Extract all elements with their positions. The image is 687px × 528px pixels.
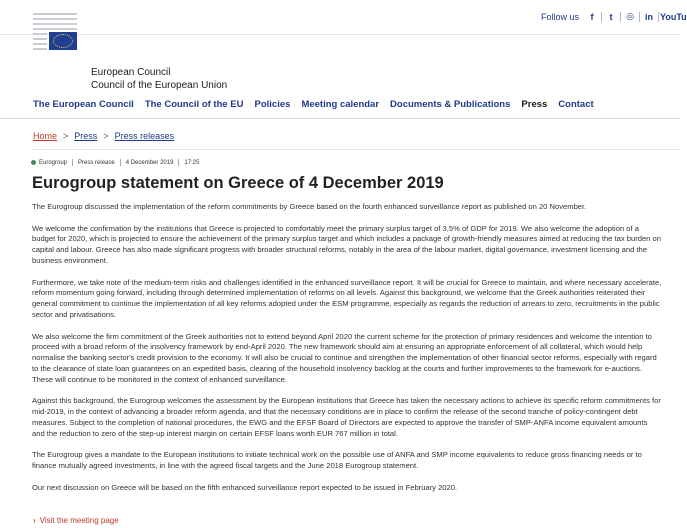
nav-item-european-council[interactable]: The European Council (33, 99, 134, 110)
meta-type: Press release (78, 159, 115, 166)
top-bar (0, 0, 687, 34)
article-paragraph: We also welcome the firm commitment of the Greek authorities not to extend beyond April 2020 the current scheme for the protection of primary residences and welcome the intention to proceed with a broad reform of the insolvency framework by end-April 2020. The new framework should aim at ensuring an appropriate enforcement of all collateral, which would help normalise the banking sector's credit provision to the economy. It will also be crucial to continue and strengthen the implementation of other financial sector reforms, especially with regard to the clearance of state loan guarantees on an expedited basis, clearing of the household insolvency backlog at the courts and further improvements to the framework for e-auctions. These will continue to be monitored in the context of enhanced surveillance. (32, 331, 657, 384)
breadcrumb-divider (33, 149, 680, 150)
breadcrumb-separator: > (63, 131, 69, 141)
council-logo[interactable] (33, 13, 79, 51)
facebook-icon[interactable]: f (590, 11, 594, 22)
main-nav (33, 99, 605, 110)
follow-us-label: Follow us (540, 11, 579, 22)
breadcrumb (33, 131, 174, 141)
breadcrumb-press-releases[interactable]: Press releases (114, 131, 175, 141)
breadcrumb-press[interactable]: Press (74, 131, 98, 141)
meta-time: 17:25 (184, 159, 200, 166)
top-divider (0, 34, 680, 35)
article-paragraph: Our next discussion on Greece will be based on the fifth enhanced surveillance report expected to be issued in February 2020. (32, 482, 458, 492)
nav-item-documents-publications[interactable]: Documents & Publications (390, 99, 511, 110)
page-title: Eurogroup statement on Greece of 4 December 2019 (32, 174, 444, 192)
nav-item-contact[interactable]: Contact (558, 99, 594, 110)
article-paragraph: Against this background, the Eurogroup welcomes the assessment by the European institutions that Greece has taken the necessary actions to achieve its specific reform commitments for mid-2019, in the context of advancing a broader reform agenda, and that the necessary conditions are in place to confirm the release of the second tranche of policy-contingent debt measures. Subject to the completion of national procedures, the EWG and the EFSF Board of Directors are expected to approve the transfer of SMP-ANFA income equivalent amounts and the reduction to zero of the step-up interest margin on certain EFSF loans worth EUR 767 million in total. (32, 396, 661, 438)
divider (620, 12, 621, 22)
nav-item-meeting-calendar[interactable]: Meeting calendar (301, 99, 380, 110)
breadcrumb-separator: > (103, 131, 109, 141)
youtube-icon[interactable]: YouTu (660, 11, 687, 22)
brand-name-council-eu[interactable]: Council of the European Union (91, 80, 228, 91)
divider (658, 12, 659, 22)
divider (601, 12, 602, 22)
article-paragraph: The Eurogroup gives a mandate to the European institutions to initiate technical work on the possible use of ANFA and SMP income equivalents to reduce gross financing needs or to finance mutually agreed investments, in line with the agreed fiscal targets and the June 2018 Eurogroup statement. (32, 450, 642, 471)
nav-item-council-of-eu[interactable]: The Council of the EU (144, 99, 244, 110)
meta-date: 4 December 2019 (125, 159, 174, 166)
divider (639, 12, 640, 22)
linkedin-icon[interactable]: in (645, 11, 653, 22)
follow-us (540, 11, 687, 22)
article-paragraph: We welcome the confirmation by the institutions that Greece is projected to comfortably meet the primary surplus target of 3,5% of GDP for 2019. We also welcome the adoption of a budget for 2020, which is projected to ensure the achievement of the primary surplus target and which includes a package of growth-friendly measures aimed at reducing the tax burden on capital and labour. Greece has also made significant progress with broader structural reforms, notably in the area of the labour market, digital governance, investment licensing and the business environment. (32, 223, 661, 265)
article-body (32, 202, 662, 504)
article-paragraph: The Eurogroup discussed the implementation of the reform commitments by Greece based on the fourth enhanced surveillance report as published on 20 November. (32, 202, 587, 211)
meta-group: Eurogroup (39, 159, 68, 166)
eurogroup-dot-icon (31, 160, 36, 165)
nav-item-press[interactable]: Press (521, 99, 548, 110)
visit-meeting-page-link[interactable] (33, 516, 119, 525)
instagram-icon[interactable]: ◎ (626, 11, 634, 21)
visit-meeting-page-label[interactable]: Visit the meeting page (39, 516, 119, 525)
eu-flag-icon (49, 32, 77, 50)
brand-name-european-council[interactable]: European Council (91, 67, 171, 78)
article-paragraph: Furthermore, we take note of the medium-term risks and challenges identified in the enhanced surveillance report. It will be crucial for Greece to maintain, and where necessary accelerate, reform momentum going forward, including through determined implementation of reforms on all levels. Against this background, we welcome that the Greek authorities reiterated their general commitment to continue the implementation of all key reforms adopted under the ESM programme, especially as regards the reduction of arrears to zero, recruitments in the public sector and privatisations. (32, 277, 662, 319)
twitter-icon[interactable]: t (609, 11, 613, 22)
chevron-right-icon: › (33, 516, 36, 525)
nav-item-policies[interactable]: Policies (254, 99, 291, 110)
article-meta (31, 159, 199, 166)
nav-divider (0, 118, 680, 119)
breadcrumb-home[interactable]: Home (33, 131, 58, 141)
